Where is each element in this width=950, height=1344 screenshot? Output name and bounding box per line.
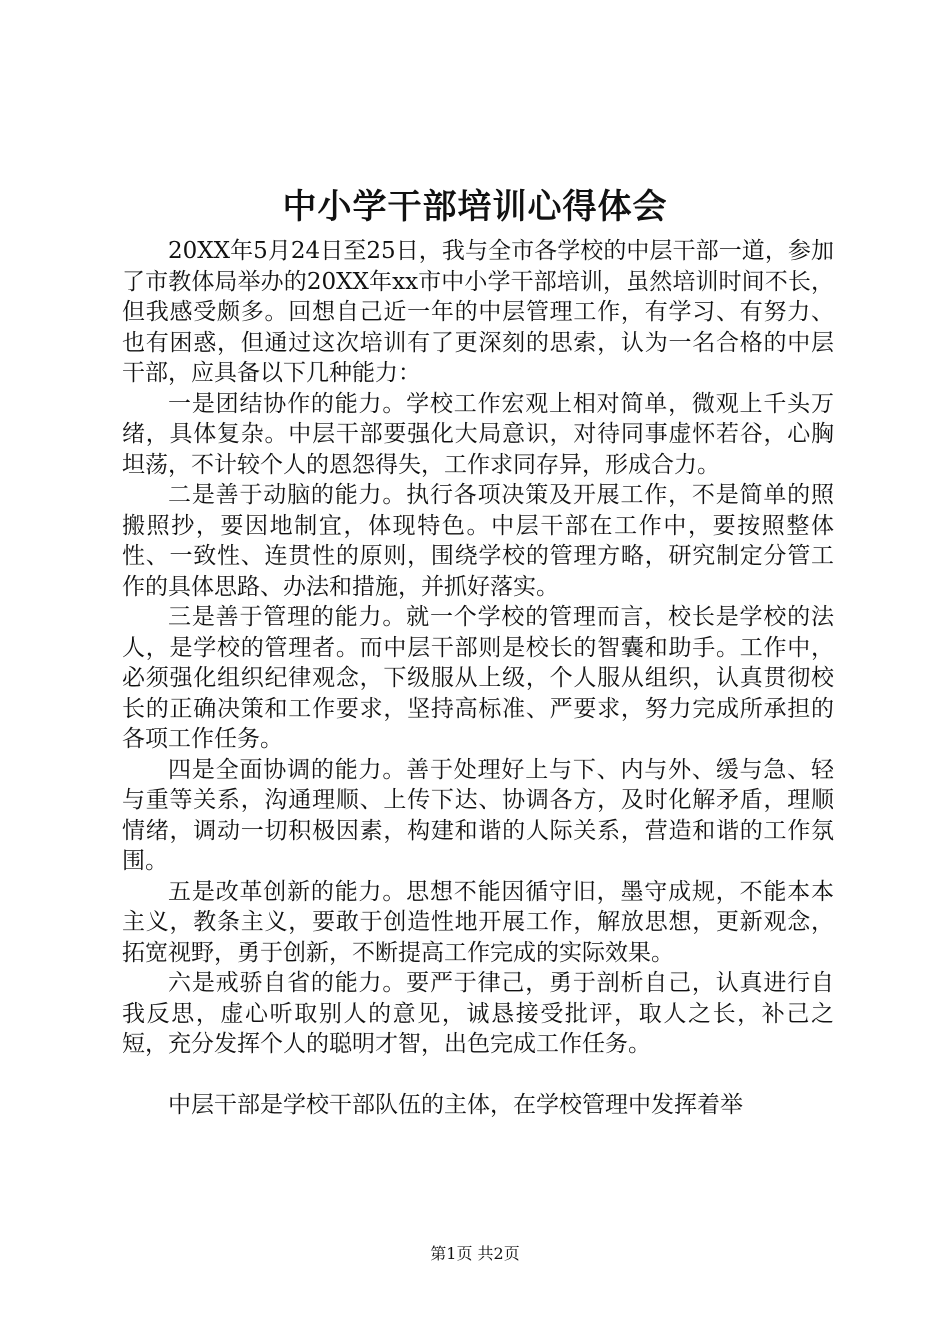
document-body <box>122 236 834 1120</box>
document-title: 中小学干部培训心得体会 <box>282 187 668 227</box>
paragraph-intro: 20XX年5月24日至25日，我与全市各学校的中层干部一道，参加了市教体局举办的20XX年xx市中小学干部培训，虽然培训时间不长，但我感受颇多。回想自己近一年的中层管理工作，有学习、有努力、也有困惑，但通过这次培训有了更深刻的思索，认为一名合格的中层干部，应具备以下几种能力： <box>122 238 834 386</box>
paragraph-ability-3: 三是善于管理的能力。就一个学校的管理而言，校长是学校的法人，是学校的管理者。而中层干部则是校长的智囊和助手。工作中，必须强化组织纪律观念，下级服从上级，个人服从组织，认真贯彻校长的正确决策和工作要求，坚持高标准、严要求，努力完成所承担的各项工作任务。 <box>122 604 834 752</box>
paragraph-ability-2: 二是善于动脑的能力。执行各项决策及开展工作，不是简单的照搬照抄，要因地制宜，体现特色。中层干部在工作中，要按照整体性、一致性、连贯性的原则，围绕学校的管理方略，研究制定分管工作的具体思路、办法和措施，并抓好落实。 <box>122 482 834 600</box>
page-footer: 第1页 共2页 <box>430 1244 520 1263</box>
paragraph-ability-5: 五是改革创新的能力。思想不能因循守旧，墨守成规，不能本本主义，教条主义，要敢于创造性地开展工作，解放思想，更新观念，拓宽视野，勇于创新，不断提高工作完成的实际效果。 <box>122 878 834 966</box>
paragraph-ability-4: 四是全面协调的能力。善于处理好上与下、内与外、缓与急、轻与重等关系，沟通理顺、上传下达、协调各方，及时化解矛盾，理顺情绪，调动一切积极因素，构建和谐的人际关系，营造和谐的工作氛围。 <box>122 756 834 874</box>
paragraph-conclusion: 中层干部是学校干部队伍的主体，在学校管理中发挥着举 <box>168 1091 743 1118</box>
paragraph-ability-1: 一是团结协作的能力。学校工作宏观上相对简单，微观上千头万绪，具体复杂。中层干部要强化大局意识，对待同事虚怀若谷，心胸坦荡，不计较个人的恩怨得失，工作求同存异，形成合力。 <box>122 390 834 478</box>
paragraph-ability-6: 六是戒骄自省的能力。要严于律己，勇于剖析自己，认真进行自我反思，虚心听取别人的意见，诚恳接受批评，取人之长，补己之短，充分发挥个人的聪明才智，出色完成工作任务。 <box>122 970 834 1057</box>
